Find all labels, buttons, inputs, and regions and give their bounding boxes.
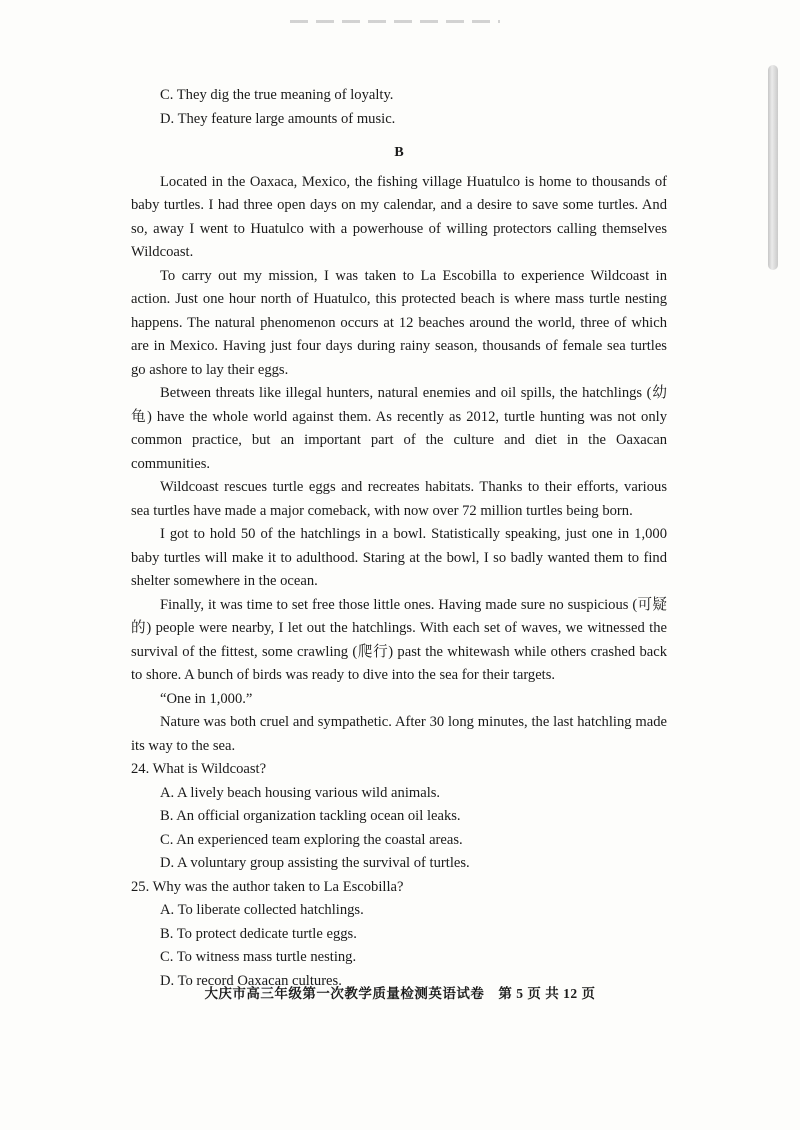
paragraph: “One in 1,000.”	[160, 690, 253, 707]
section-heading: B	[394, 145, 404, 160]
paragraph: Between threats like illegal hunters, natural enemies and oil spills, the hatchlings (幼龟) have the whole world against them. As recently as 2012, turtle hunting was not only common practice, but an important part of the culture and diet in the Oaxacan communities.	[131, 385, 667, 472]
question-24-option-a[interactable]: A. A lively beach housing various wild animals.	[160, 784, 441, 801]
question-25-option-c[interactable]: C. To witness mass turtle nesting.	[160, 949, 357, 965]
question-24-option-b[interactable]: B. An official organization tackling ocean oil leaks.	[160, 808, 461, 824]
scan-artifact	[290, 20, 500, 23]
question-25-option-b[interactable]: B. To protect dedicate turtle eggs.	[160, 925, 357, 942]
question-25: 25. Why was the author taken to La Escobilla?	[131, 878, 404, 895]
page-edge-shadow	[768, 65, 778, 270]
prev-option-d: D. They feature large amounts of music.	[160, 110, 396, 127]
question-24: 24. What is Wildcoast?	[131, 761, 267, 777]
question-24-option-c[interactable]: C. An experienced team exploring the coastal areas.	[160, 831, 463, 848]
paragraph: Wildcoast rescues turtle eggs and recreates habitats. Thanks to their efforts, various sea turtles have made a major comeback, with now over 72 million turtles being born.	[131, 479, 667, 519]
paragraph: I got to hold 50 of the hatchlings in a bowl. Statistically speaking, just one in 1,000 baby turtles will make it to adulthood. Staring at the bowl, I so badly wanted them to find shelter somewhere in the ocean.	[131, 526, 667, 589]
question-25-option-a[interactable]: A. To liberate collected hatchlings.	[160, 902, 364, 918]
paragraph: Finally, it was time to set free those little ones. Having made sure no suspicious (可疑的) people were nearby, I let out the hatchlings. With each set of waves, we witnessed the survival of the fittest, some crawling (爬行) past the whitewash while others crashed back to shore. A bunch of birds was ready to dive into the sea for their targets.	[131, 596, 667, 683]
page-footer: 大庆市高三年级第一次教学质量检测英语试卷 第 5 页 共 12 页	[204, 986, 596, 1001]
question-24-option-d[interactable]: D. A voluntary group assisting the survival of turtles.	[160, 855, 470, 871]
prev-option-c: C. They dig the true meaning of loyalty.	[160, 87, 394, 103]
paragraph: Located in the Oaxaca, Mexico, the fishing village Huatulco is home to thousands of baby turtles. I had three open days on my calendar, and a desire to save some turtles. And so, away I went to Huatulco with a powerhouse of willing protectors calling themselves Wildcoast.	[131, 173, 667, 260]
question-25-option-d[interactable]: D. To record Oaxacan cultures.	[160, 972, 342, 989]
paragraph: Nature was both cruel and sympathetic. After 30 long minutes, the last hatchling made its way to the sea.	[131, 714, 667, 754]
exam-page-content	[131, 84, 667, 993]
paragraph: To carry out my mission, I was taken to La Escobilla to experience Wildcoast in action. Just one hour north of Huatulco, this protected beach is where mass turtle nesting happens. The natural phenomenon occurs at 12 beaches around the world, three of which are in Mexico. Having just four days during rainy season, thousands of female sea turtles go ashore to lay their eggs.	[131, 267, 667, 378]
